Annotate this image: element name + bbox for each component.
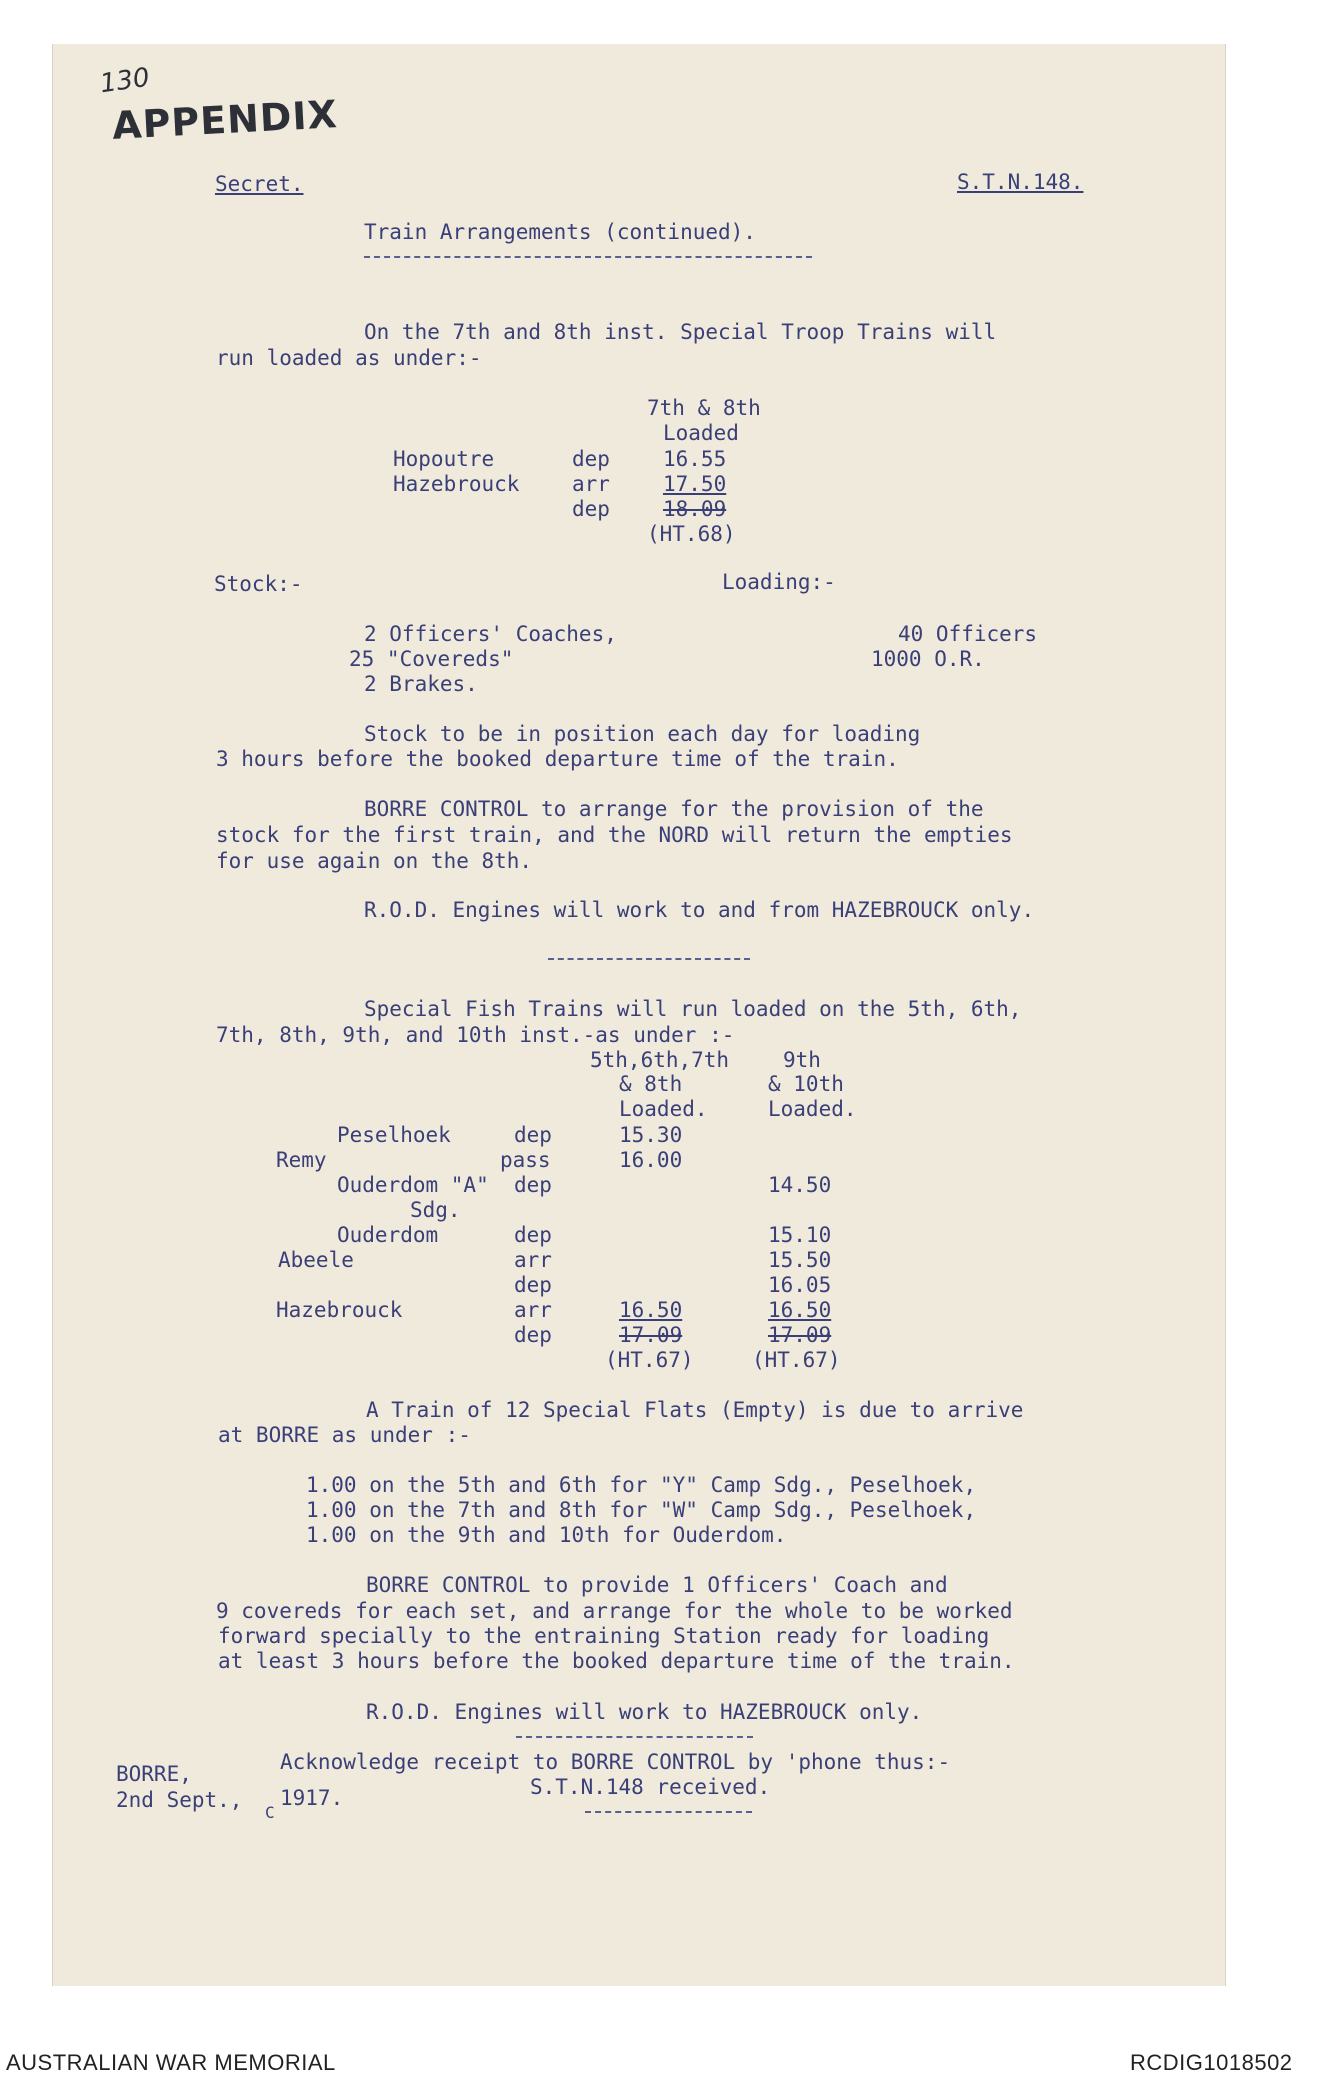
fish-mode: dep <box>514 1123 552 1147</box>
fish-mode: dep <box>514 1223 552 1247</box>
fish-time: 16.50 <box>619 1298 683 1322</box>
closing-rule <box>516 1736 753 1738</box>
troop-mode: dep <box>572 447 610 471</box>
fish-column-2-heading: & 10th <box>768 1072 844 1096</box>
fish-mode: arr <box>514 1248 552 1272</box>
troop-time: 18.09 <box>663 497 727 521</box>
appendix-stamp: APPENDIX <box>111 92 339 148</box>
troop-column-subheading: Loaded <box>663 421 739 445</box>
handwritten-mark: C <box>265 1803 275 1822</box>
fish-column-1-heading: Loaded. <box>619 1097 708 1121</box>
troop-mode: dep <box>572 497 610 521</box>
flats-schedule-item: 1.00 on the 7th and 8th for "W" Camp Sdg., Peselhoek, <box>306 1498 977 1522</box>
troop-intro-line-2: run loaded as under:- <box>216 346 482 370</box>
secret-marking: Secret. <box>215 172 304 196</box>
title-rule <box>364 256 812 258</box>
fish-mode: dep <box>514 1273 552 1297</box>
troop-time: 17.50 <box>663 472 727 496</box>
fish-intro-line-2: 7th, 8th, 9th, and 10th inst.-as under :- <box>216 1023 735 1047</box>
stock-item: 2 Brakes. <box>364 672 478 696</box>
flats-intro-line-2: at BORRE as under :- <box>218 1423 471 1447</box>
coach-provision-line-1: BORRE CONTROL to provide 1 Officers' Coach and <box>366 1573 948 1597</box>
folio-number: 130 <box>98 62 152 100</box>
fish-time: 15.10 <box>768 1223 832 1247</box>
stock-position-line-1: Stock to be in position each day for loading <box>364 722 921 746</box>
fish-station: Sdg. <box>410 1198 461 1222</box>
troop-column-heading: 7th & 8th <box>647 396 761 420</box>
fish-station: Abeele <box>278 1248 354 1272</box>
fish-station: Hazebrouck <box>276 1298 403 1322</box>
page-title: Train Arrangements (continued). <box>364 220 756 244</box>
stock-item: 2 Officers' Coaches, <box>364 622 617 646</box>
loading-item: 1000 O.R. <box>871 647 985 671</box>
coach-provision-line-3: forward specially to the entraining Station ready for loading <box>218 1624 990 1648</box>
fish-time: 16.00 <box>619 1148 683 1172</box>
fish-time: 15.30 <box>619 1123 683 1147</box>
troop-time: 16.55 <box>663 447 727 471</box>
rod-engines-note-2: R.O.D. Engines will work to HAZEBROUCK only. <box>366 1700 923 1724</box>
stock-label: Stock:- <box>214 572 303 596</box>
troop-intro-line-1: On the 7th and 8th inst. Special Troop Trains will <box>364 320 997 344</box>
issue-date: 2nd Sept., <box>116 1788 243 1812</box>
troop-station: Hazebrouck <box>393 472 520 496</box>
fish-column-2-heading: Loaded. <box>768 1097 857 1121</box>
fish-column-1-heading: & 8th <box>619 1072 683 1096</box>
flats-intro-line-1: A Train of 12 Special Flats (Empty) is due to arrive <box>366 1398 1024 1422</box>
stock-item: 25 "Covereds" <box>349 647 514 671</box>
fish-column-2-heading: 9th <box>783 1048 821 1072</box>
fish-time: 16.50 <box>768 1298 832 1322</box>
issuing-place: BORRE, <box>116 1762 192 1786</box>
fish-column-1-heading: 5th,6th,7th <box>590 1048 730 1072</box>
fish-mode: dep <box>514 1323 552 1347</box>
coach-provision-line-4: at least 3 hours before the booked departure time of the train. <box>218 1649 1015 1673</box>
flats-schedule-item: 1.00 on the 5th and 6th for "Y" Camp Sdg., Peselhoek, <box>306 1473 977 1497</box>
fish-train-reference-2: (HT.67) <box>752 1348 841 1372</box>
troop-train-reference: (HT.68) <box>647 522 736 546</box>
section-divider <box>548 958 750 960</box>
fish-mode: dep <box>514 1173 552 1197</box>
issue-year: 1917. <box>280 1786 344 1810</box>
stock-position-line-2: 3 hours before the booked departure time of the train. <box>216 747 899 771</box>
fish-station: Ouderdom <box>337 1223 439 1247</box>
coach-provision-line-2: 9 covereds for each set, and arrange for the whole to be worked <box>216 1599 1013 1623</box>
acknowledge-rule <box>585 1811 752 1813</box>
control-provision-line-3: for use again on the 8th. <box>216 849 533 873</box>
troop-mode: arr <box>572 472 610 496</box>
troop-station: Hopoutre <box>393 447 495 471</box>
fish-time: 17.09 <box>768 1323 832 1347</box>
fish-mode: pass <box>500 1148 551 1172</box>
fish-station: Peselhoek <box>337 1123 451 1147</box>
fish-time: 15.50 <box>768 1248 832 1272</box>
fish-time: 17.09 <box>619 1323 683 1347</box>
fish-train-reference-1: (HT.67) <box>605 1348 694 1372</box>
fish-time: 14.50 <box>768 1173 832 1197</box>
archive-reference: RCDIG1018502 <box>1130 2050 1293 2075</box>
acknowledge-message: S.T.N.148 received. <box>530 1775 771 1799</box>
document-reference: S.T.N.148. <box>957 170 1084 194</box>
archive-credit: AUSTRALIAN WAR MEMORIAL <box>6 2050 336 2075</box>
acknowledge-instruction: Acknowledge receipt to BORRE CONTROL by 'phone thus:- <box>280 1750 951 1774</box>
flats-schedule-item: 1.00 on the 9th and 10th for Ouderdom. <box>306 1523 787 1547</box>
control-provision-line-2: stock for the first train, and the NORD will return the empties <box>216 823 1013 847</box>
fish-intro-line-1: Special Fish Trains will run loaded on the 5th, 6th, <box>364 997 1022 1021</box>
fish-mode: arr <box>514 1298 552 1322</box>
fish-station: Ouderdom "A" <box>337 1173 489 1197</box>
fish-station: Remy <box>276 1148 327 1172</box>
fish-time: 16.05 <box>768 1273 832 1297</box>
rod-engines-note-1: R.O.D. Engines will work to and from HAZEBROUCK only. <box>364 898 1035 922</box>
loading-item: 40 Officers <box>898 622 1038 646</box>
control-provision-line-1: BORRE CONTROL to arrange for the provision of the <box>364 797 984 821</box>
loading-label: Loading:- <box>722 570 836 594</box>
